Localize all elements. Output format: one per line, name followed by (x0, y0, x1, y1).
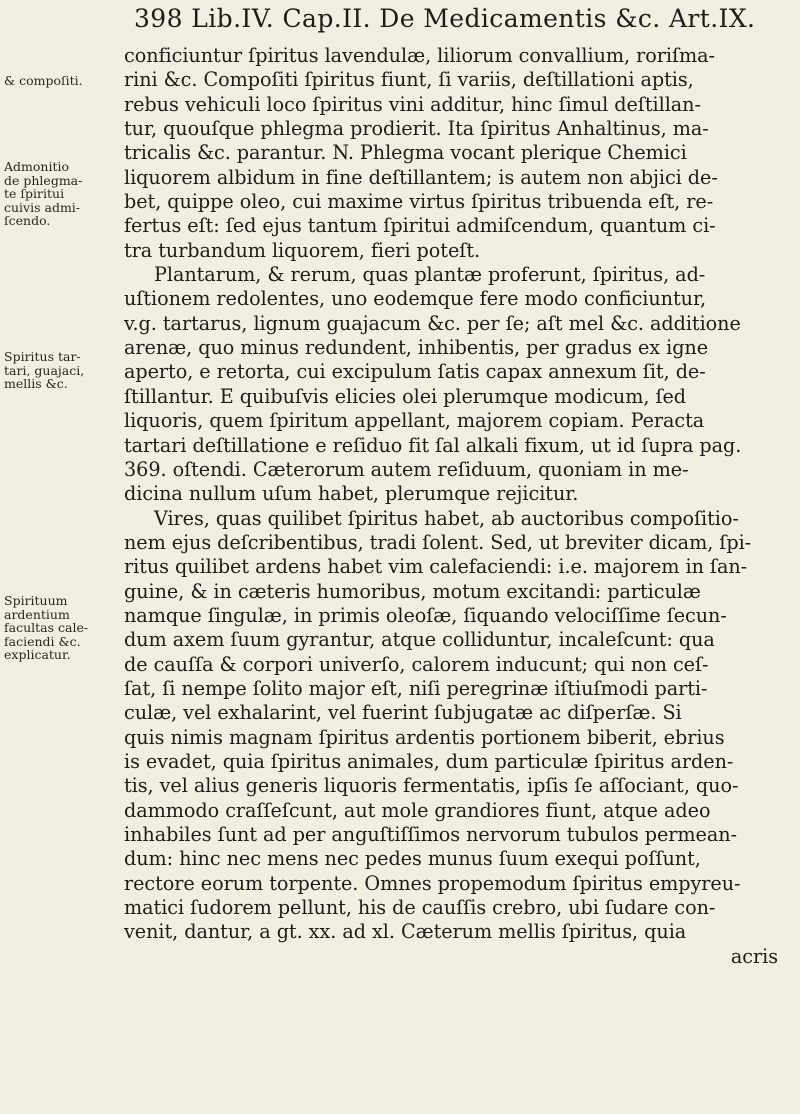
text-line: arenæ, quo minus redundent, inhibentis, per gradus ex igne (124, 336, 709, 360)
text-line: rini &c. Compoſiti ſpiritus fiunt, ſi variis, deſtillationi aptis, (124, 68, 694, 92)
text-line: 369. oſtendi. Cæterorum autem reſiduum, quoniam in me- (124, 457, 689, 481)
marginal-note (4, 350, 120, 391)
text-line: tricalis &c. parantur. N. Phlegma vocant plerique Chemici (124, 141, 687, 165)
body-text (124, 44, 792, 969)
text-line: ſtillantur. E quibuſvis elicies olei plerumque modicum, ſed (124, 384, 687, 408)
text-line: de cauſſa & corpori univerſo, calorem inducunt; qui non ceſ- (124, 652, 709, 676)
text-line: dum: hinc nec mens nec pedes munus ſuum exequi poſſunt, (124, 847, 701, 871)
text-line: dicina nullum uſum habet, plerumque rejicitur. (124, 482, 579, 506)
text-line: rectore eorum torpente. Omnes propemodum ſpiritus empyreu- (124, 871, 741, 895)
text-line: tartari deſtillatione e reſiduo fit ſal alkali fixum, ut id ſupra pag. (124, 433, 742, 457)
catchword: acris (730, 944, 778, 968)
text-line: culæ, vel exhalarint, vel fuerint ſubjugatæ ac diſperſæ. Si (124, 701, 682, 725)
marginal-note (4, 594, 120, 662)
text-line: aperto, e retorta, cui excipulum ſatis capax annexum ſit, de- (124, 360, 706, 384)
marginal-note-line: de phlegma- (4, 172, 83, 188)
text-line: dum axem ſuum gyrantur, atque colliduntur, incaleſcunt: qua (124, 628, 715, 652)
marginal-note (4, 160, 120, 228)
running-title: Lib.IV. Cap.II. De Medicamentis &c. Art.IX. (191, 4, 756, 33)
marginal-note-line: ſcendo. (4, 213, 51, 229)
text-line: conficiuntur ſpiritus lavendulæ, liliorum convallium, roriſma- (124, 44, 715, 67)
text-line: namque ſingulæ, in primis oleoſæ, ſiquando velociſſime ſecun- (124, 603, 727, 627)
marginal-note-line: mellis &c. (4, 376, 68, 392)
marginal-note-line: Spirituum (4, 593, 68, 608)
page-number: 398 (134, 4, 183, 33)
text-line: v.g. tartarus, lignum guajacum &c. per ſe; aſt mel &c. additione (124, 311, 741, 335)
marginal-note-line: faciendi &c. (4, 633, 81, 649)
marginal-note-line: Admonitio (4, 159, 70, 174)
text-line: is evadet, quia ſpiritus animales, dum particulæ ſpiritus arden- (124, 749, 734, 773)
marginal-note-line: ardentium (4, 606, 70, 622)
text-line: dammodo craſſeſcunt, aut mole grandiores fiunt, atque adeo (124, 798, 711, 822)
text-line: nem ejus deſcribentibus, tradi ſolent. Sed, ut breviter dicam, ſpi- (124, 530, 752, 554)
text-line: fertus eſt: ſed ejus tantum ſpiritui admiſcendum, quantum ci- (124, 214, 716, 238)
text-line: tra turbandum liquorem, fieri poteſt. (124, 238, 481, 262)
marginal-note-line: explicatur. (4, 647, 71, 663)
text-line: ritus quilibet ardens habet vim calefaciendi: i.e. majorem in ſan- (124, 555, 748, 579)
text-line: bet, quippe oleo, cui maxime virtus ſpiritus tribuenda eſt, re- (124, 190, 714, 214)
marginal-note-line: cuivis admi- (4, 199, 81, 215)
text-line: matici ſudorem pellunt, his de cauſſis crebro, ubi ſudare con- (124, 896, 716, 920)
paragraph-first-line: Plantarum, & rerum, quas plantæ proferunt, ſpiritus, ad- (154, 263, 706, 287)
text-line: tur, quouſque phlegma prodierit. Ita ſpiritus Anhaltinus, ma- (124, 117, 709, 141)
marginal-note-line: & compoſiti. (4, 73, 83, 88)
text-line: tis, vel alius generis liquoris fermentatis, ipſis ſe aſſociant, quo- (124, 774, 739, 798)
text-line: uſtionem redolentes, uno eodemque fere modo conficiuntur, (124, 287, 707, 311)
text-line: liquoris, quem ſpiritum appellant, majorem copiam. Peracta (124, 409, 705, 433)
marginal-note-line: Spiritus tar- (4, 349, 81, 364)
text-line: guine, & in cæteris humoribus, motum excitandi: particulæ (124, 579, 701, 603)
page-header (134, 4, 794, 33)
paragraph-first-line: Vires, quas quilibet ſpiritus habet, ab auctoribus compoſitio- (154, 506, 739, 530)
marginal-note-line: facultas cale- (4, 620, 89, 636)
text-line: liquorem albidum in fine deſtillantem; is autem non abjici de- (124, 165, 718, 189)
text-line: inhabiles ſunt ad per anguſtiſſimos nervorum tubulos permean- (124, 823, 737, 846)
marginal-note-line: tari, guajaci, (4, 362, 85, 378)
text-line: ſat, ſi nempe ſolito major eſt, niſi peregrinæ iſtiuſmodi parti- (124, 676, 708, 700)
text-line: venit, dantur, a gt. xx. ad xl. Cæterum mellis ſpiritus, quia (124, 920, 687, 944)
marginal-note-line: te ſpiritui (4, 186, 65, 202)
marginal-note (4, 74, 120, 88)
text-line: rebus vehiculi loco ſpiritus vini additur, hinc ſimul deſtillan- (124, 92, 701, 116)
text-line: quis nimis magnam ſpiritus ardentis portionem biberit, ebrius (124, 725, 725, 749)
